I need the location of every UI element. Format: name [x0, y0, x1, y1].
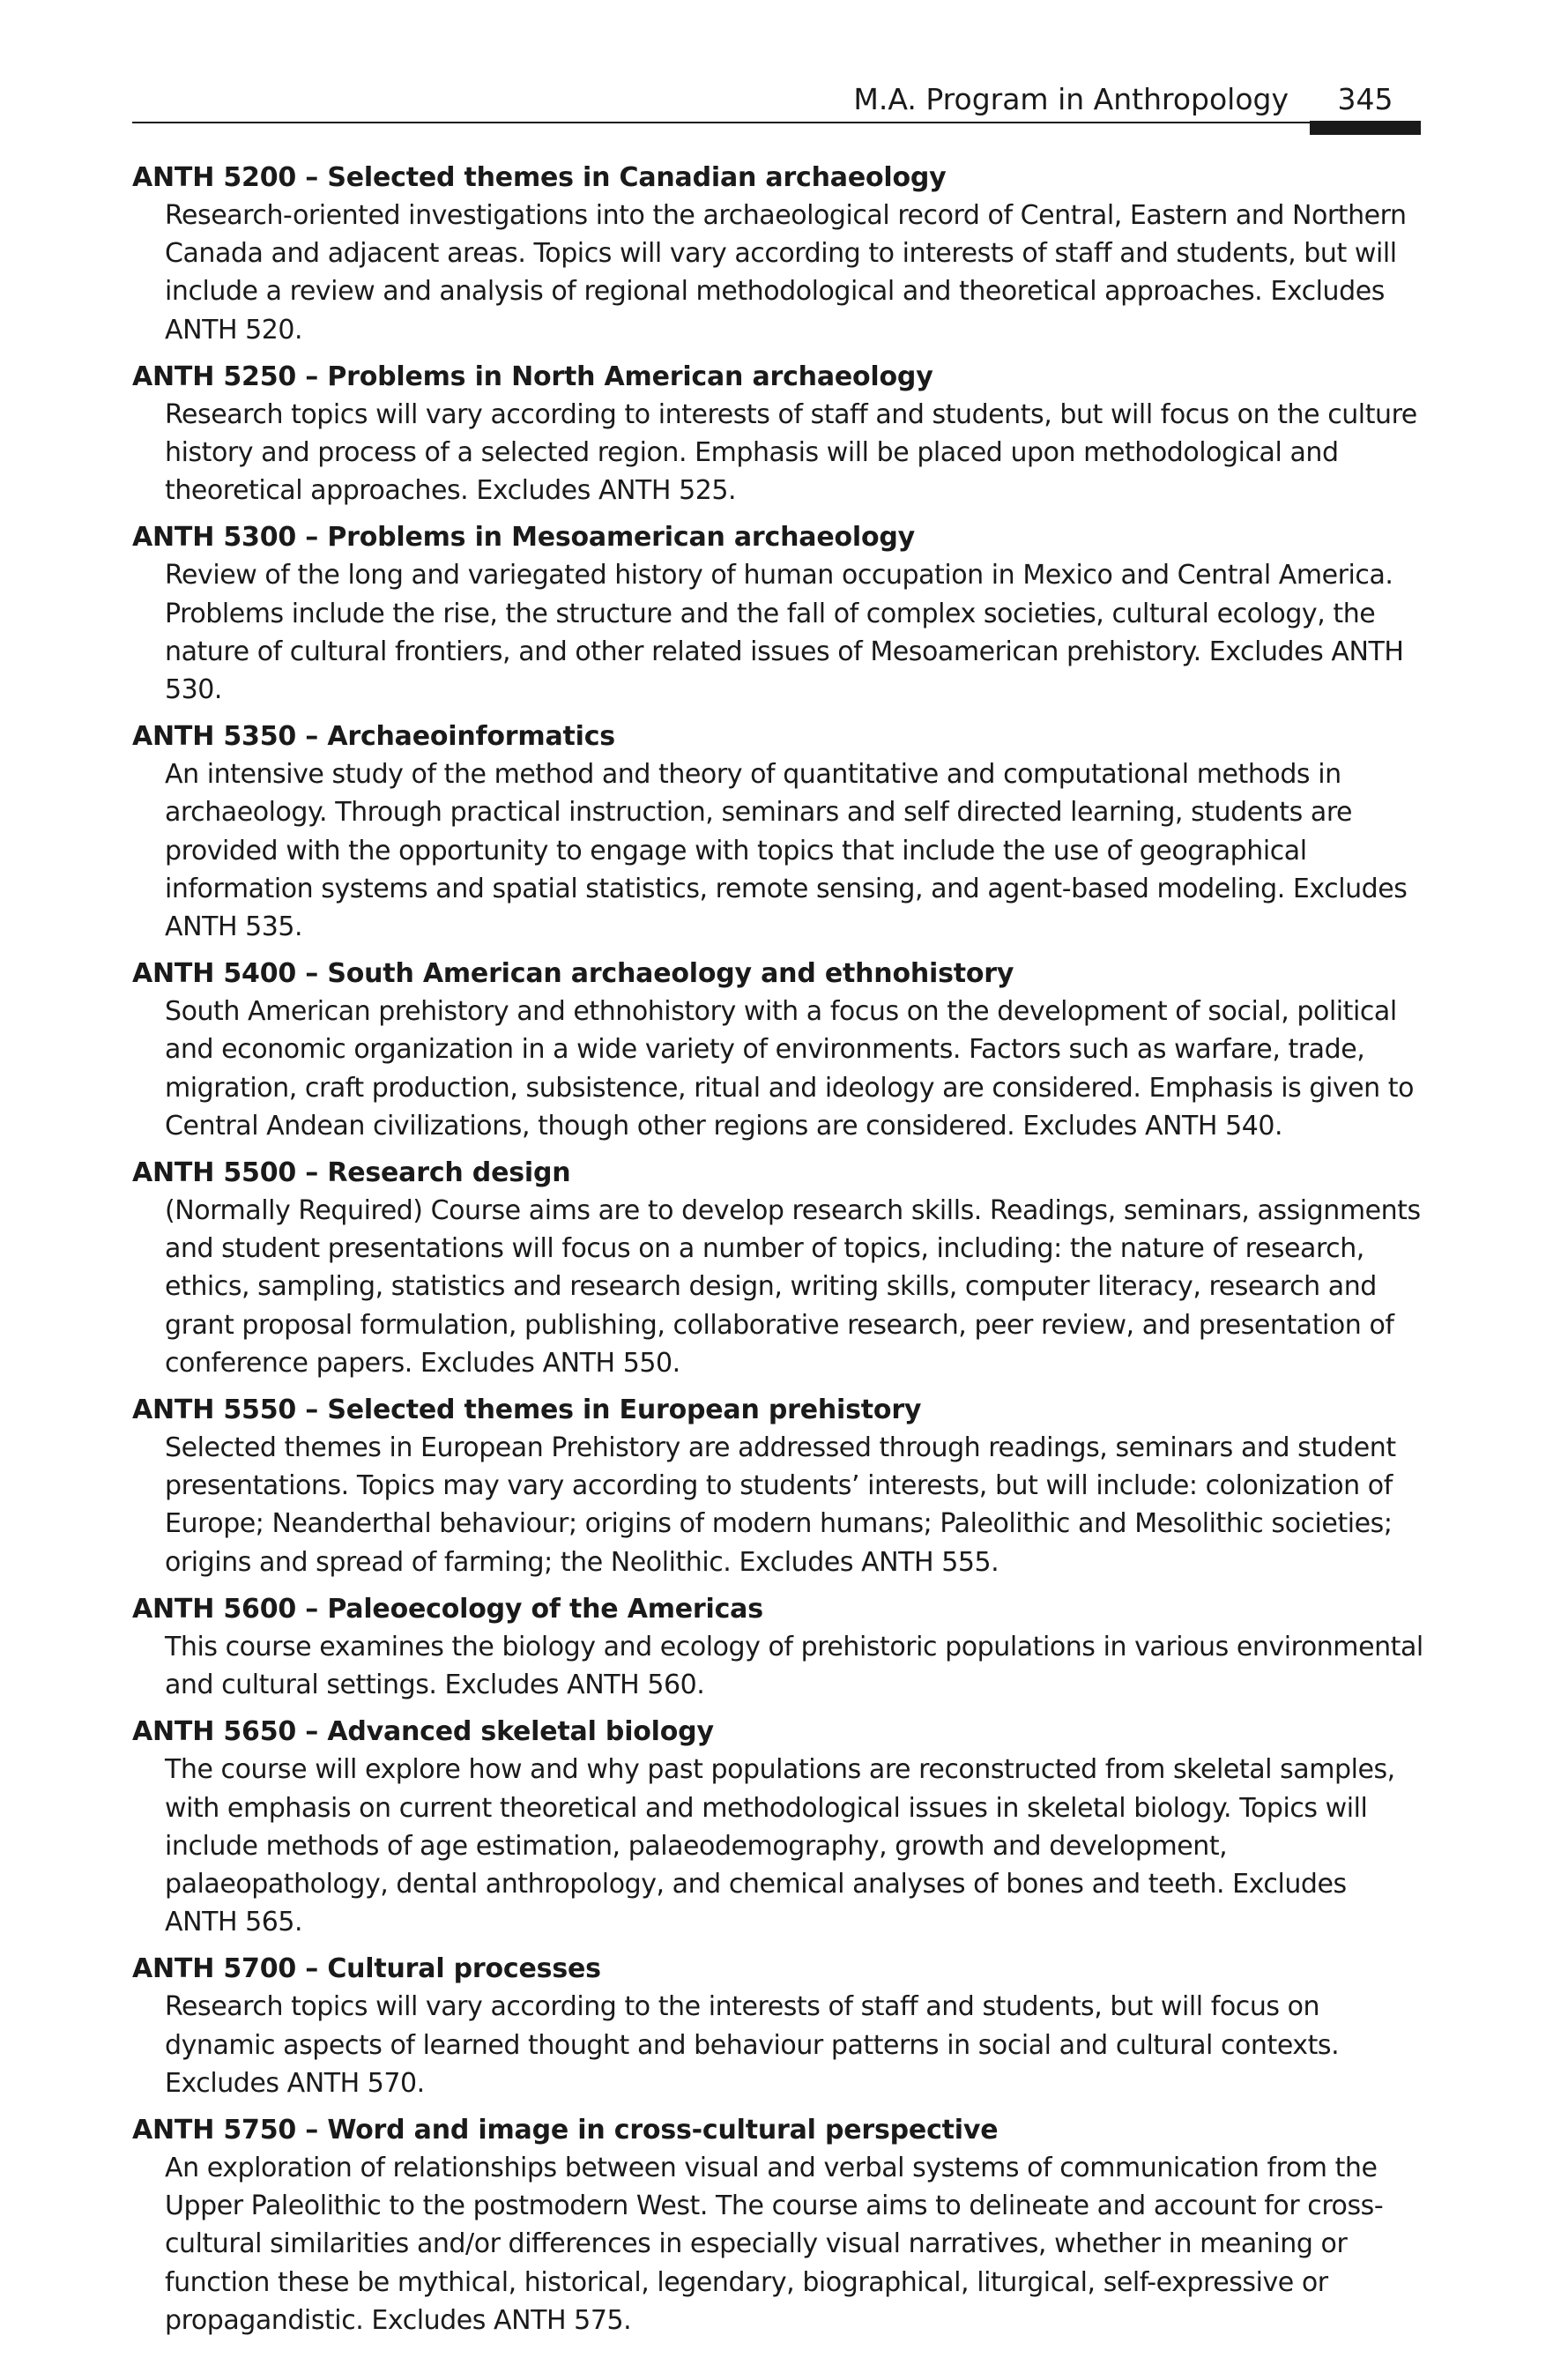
running-header [132, 78, 1421, 122]
course-entry [132, 358, 1423, 510]
header-rule [132, 122, 1310, 123]
course-list [132, 159, 1423, 2348]
course-entry [132, 1391, 1423, 1581]
course-description: Review of the long and variegated history of human occupation in Mexico and Central America. Problems include the rise, the structure and the fall of complex societies, cultural ecology, the nature of cultural frontiers, and other related issues of Mesoamerican prehistory. Excludes ANTH 530. [165, 560, 1404, 706]
course-entry [132, 955, 1423, 1145]
course-description: This course examines the biology and ecology of prehistoric populations in various environmental and cultural settings. Excludes ANTH 560. [165, 1631, 1423, 1701]
course-entry [132, 1590, 1423, 1704]
course-description: Selected themes in European Prehistory are addressed through readings, seminars and student presentations. Topics may vary according to students’ interests, but will include: colonization of Europe; Neanderthal behaviour; origins of modern humans; Paleolithic and Mesolithic societies; origins and spread of farming; the Neolithic. Excludes ANTH 555. [165, 1432, 1396, 1578]
course-entry [132, 159, 1423, 349]
course-entry [132, 518, 1423, 709]
course-description: Research topics will vary according to interests of staff and students, but will focus on the culture history and process of a selected region. Emphasis will be placed upon methodological and theoretical approaches. Excludes ANTH 525. [165, 398, 1417, 507]
course-heading: ANTH 5600 – Paleoecology of the Americas [132, 1593, 763, 1625]
course-heading: ANTH 5400 – South American archaeology and ethnohistory [132, 958, 1014, 990]
page-number: 345 [1337, 82, 1393, 116]
course-heading: ANTH 5700 – Cultural processes [132, 1953, 601, 1985]
course-description: Research-oriented investigations into the archaeological record of Central, Eastern and Northern Canada and adjacent areas. Topics will vary according to interests of staff and students, but will include a review and analysis of regional methodological and theoretical approaches. Excludes ANTH 520. [165, 200, 1407, 346]
course-description: An intensive study of the method and theory of quantitative and computational methods in archaeology. Through practical instruction, seminars and self directed learning, students are provided with the opportunity to engage with topics that include the use of geographical information systems and spatial statistics, remote sensing, and agent-based modeling. Excludes ANTH 535. [165, 759, 1408, 943]
course-heading: ANTH 5750 – Word and image in cross-cultural perspective [132, 2114, 999, 2146]
course-heading: ANTH 5650 – Advanced skeletal biology [132, 1716, 714, 1748]
course-heading: ANTH 5500 – Research design [132, 1157, 571, 1189]
course-description: An exploration of relationships between visual and verbal systems of communication from the Upper Paleolithic to the postmodern West. The course aims to delineate and account for cross-cultural similarities and/or differences in especially visual narratives, whether in meaning or function these be mythical, historical, legendary, biographical, liturgical, self-expressive or propagandistic. Excludes ANTH 575. [165, 2152, 1384, 2336]
course-description: (Normally Required) Course aims are to develop research skills. Readings, seminars, assignments and student presentations will focus on a number of topics, including: the nature of research, ethics, sampling, statistics and research design, writing skills, computer literacy, research and grant proposal formulation, publishing, collaborative research, peer review, and presentation of conference papers. Excludes ANTH 550. [165, 1195, 1421, 1379]
header-page-marker [1310, 121, 1421, 135]
course-entry [132, 718, 1423, 946]
course-heading: ANTH 5350 – Archaeoinformatics [132, 721, 615, 753]
course-entry [132, 1154, 1423, 1382]
course-entry [132, 1950, 1423, 2102]
course-description: The course will explore how and why past populations are reconstructed from skeletal samples, with emphasis on current theoretical and methodological issues in skeletal biology. Topics will include methods of age estimation, palaeodemography, growth and development, palaeopathology, dental anthropology, and chemical analyses of bones and teeth. Excludes ANTH 565. [165, 1754, 1395, 1938]
course-heading: ANTH 5200 – Selected themes in Canadian archaeology [132, 162, 947, 193]
course-entry [132, 2111, 1423, 2339]
course-heading: ANTH 5550 – Selected themes in European prehistory [132, 1395, 922, 1426]
course-entry [132, 1713, 1423, 1941]
course-description: Research topics will vary according to the interests of staff and students, but will focus on dynamic aspects of learned thought and behaviour patterns in social and cultural contexts. Excludes ANTH 570. [165, 1991, 1340, 2099]
running-header-title: M.A. Program in Anthropology [853, 82, 1289, 116]
course-heading: ANTH 5300 – Problems in Mesoamerican archaeology [132, 522, 915, 554]
course-heading: ANTH 5250 – Problems in North American archaeology [132, 361, 933, 392]
course-description: South American prehistory and ethnohistory with a focus on the development of social, political and economic organization in a wide variety of environments. Factors such as warfare, trade, migration, craft production, subsistence, ritual and ideology are considered. Emphasis is given to Central Andean civilizations, though other regions are considered. Excludes ANTH 540. [165, 996, 1415, 1142]
